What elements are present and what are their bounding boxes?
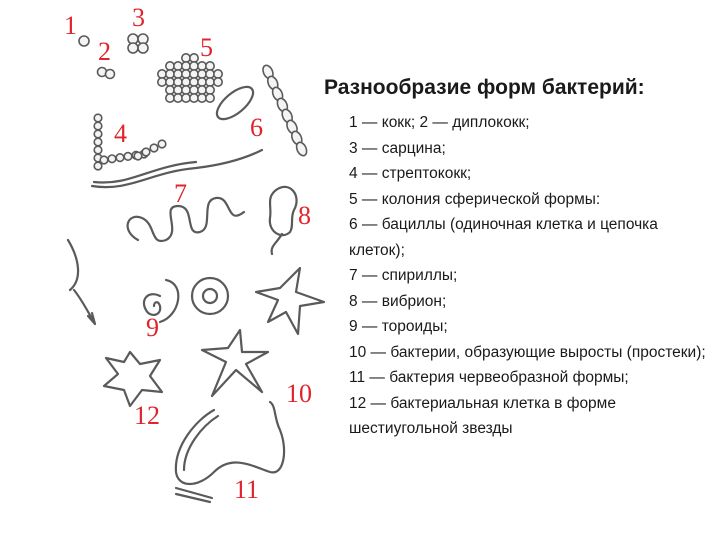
left-arrow-curve xyxy=(68,240,95,324)
sarcina-shape xyxy=(128,34,148,53)
legend-item: 4 — стрептококк; xyxy=(349,165,472,182)
streptococcus-shape xyxy=(94,114,166,170)
figure-number: 4 xyxy=(114,119,127,148)
figure-number: 1 xyxy=(64,11,77,40)
figure-number: 5 xyxy=(200,33,213,62)
legend-item: 1 — кокк; 2 — диплококк; xyxy=(349,114,530,131)
legend-item: 3 — сарцина; xyxy=(349,139,446,157)
diplococcus-shape xyxy=(98,68,115,79)
legend-item: 8 — вибрион; xyxy=(349,292,447,310)
legend-item: 6 — бациллы (одиночная клетка и цепочка клеток); xyxy=(349,216,658,259)
prosthecate-shape xyxy=(202,268,324,396)
legend-item: 5 — колония сферической формы: xyxy=(349,190,601,208)
figure-number: 10 xyxy=(286,379,312,408)
figure-number: 7 xyxy=(174,179,187,208)
vibrio-shape xyxy=(270,187,297,254)
star-shape xyxy=(104,352,162,406)
figure-number: 11 xyxy=(234,475,260,504)
figure-number: 8 xyxy=(298,201,311,230)
legend-item: 9 — тороиды; xyxy=(349,318,448,335)
figure-number: 2 xyxy=(98,37,111,66)
legend-item: 11 — бактерия червеобразной формы; xyxy=(349,369,629,386)
legend-list xyxy=(349,110,709,442)
bacteria-illustration xyxy=(0,0,330,540)
worm-shape xyxy=(176,402,284,502)
figure-number: 3 xyxy=(132,3,145,32)
page-title: Разнообразие форм бактерий: xyxy=(324,76,645,99)
legend-item: 10 — бактерии, образующие выросты (простеки); xyxy=(349,343,706,361)
legend-item: 12 — бактериальная клетка в форме шестиугольной звезды xyxy=(349,394,616,437)
figure-number: 12 xyxy=(134,401,160,430)
figure-number: 6 xyxy=(250,113,263,142)
coccus-shape xyxy=(79,36,89,46)
legend-item: 7 — спириллы; xyxy=(349,267,458,284)
figure-number: 9 xyxy=(146,313,159,342)
bacilli-shape xyxy=(212,64,309,157)
